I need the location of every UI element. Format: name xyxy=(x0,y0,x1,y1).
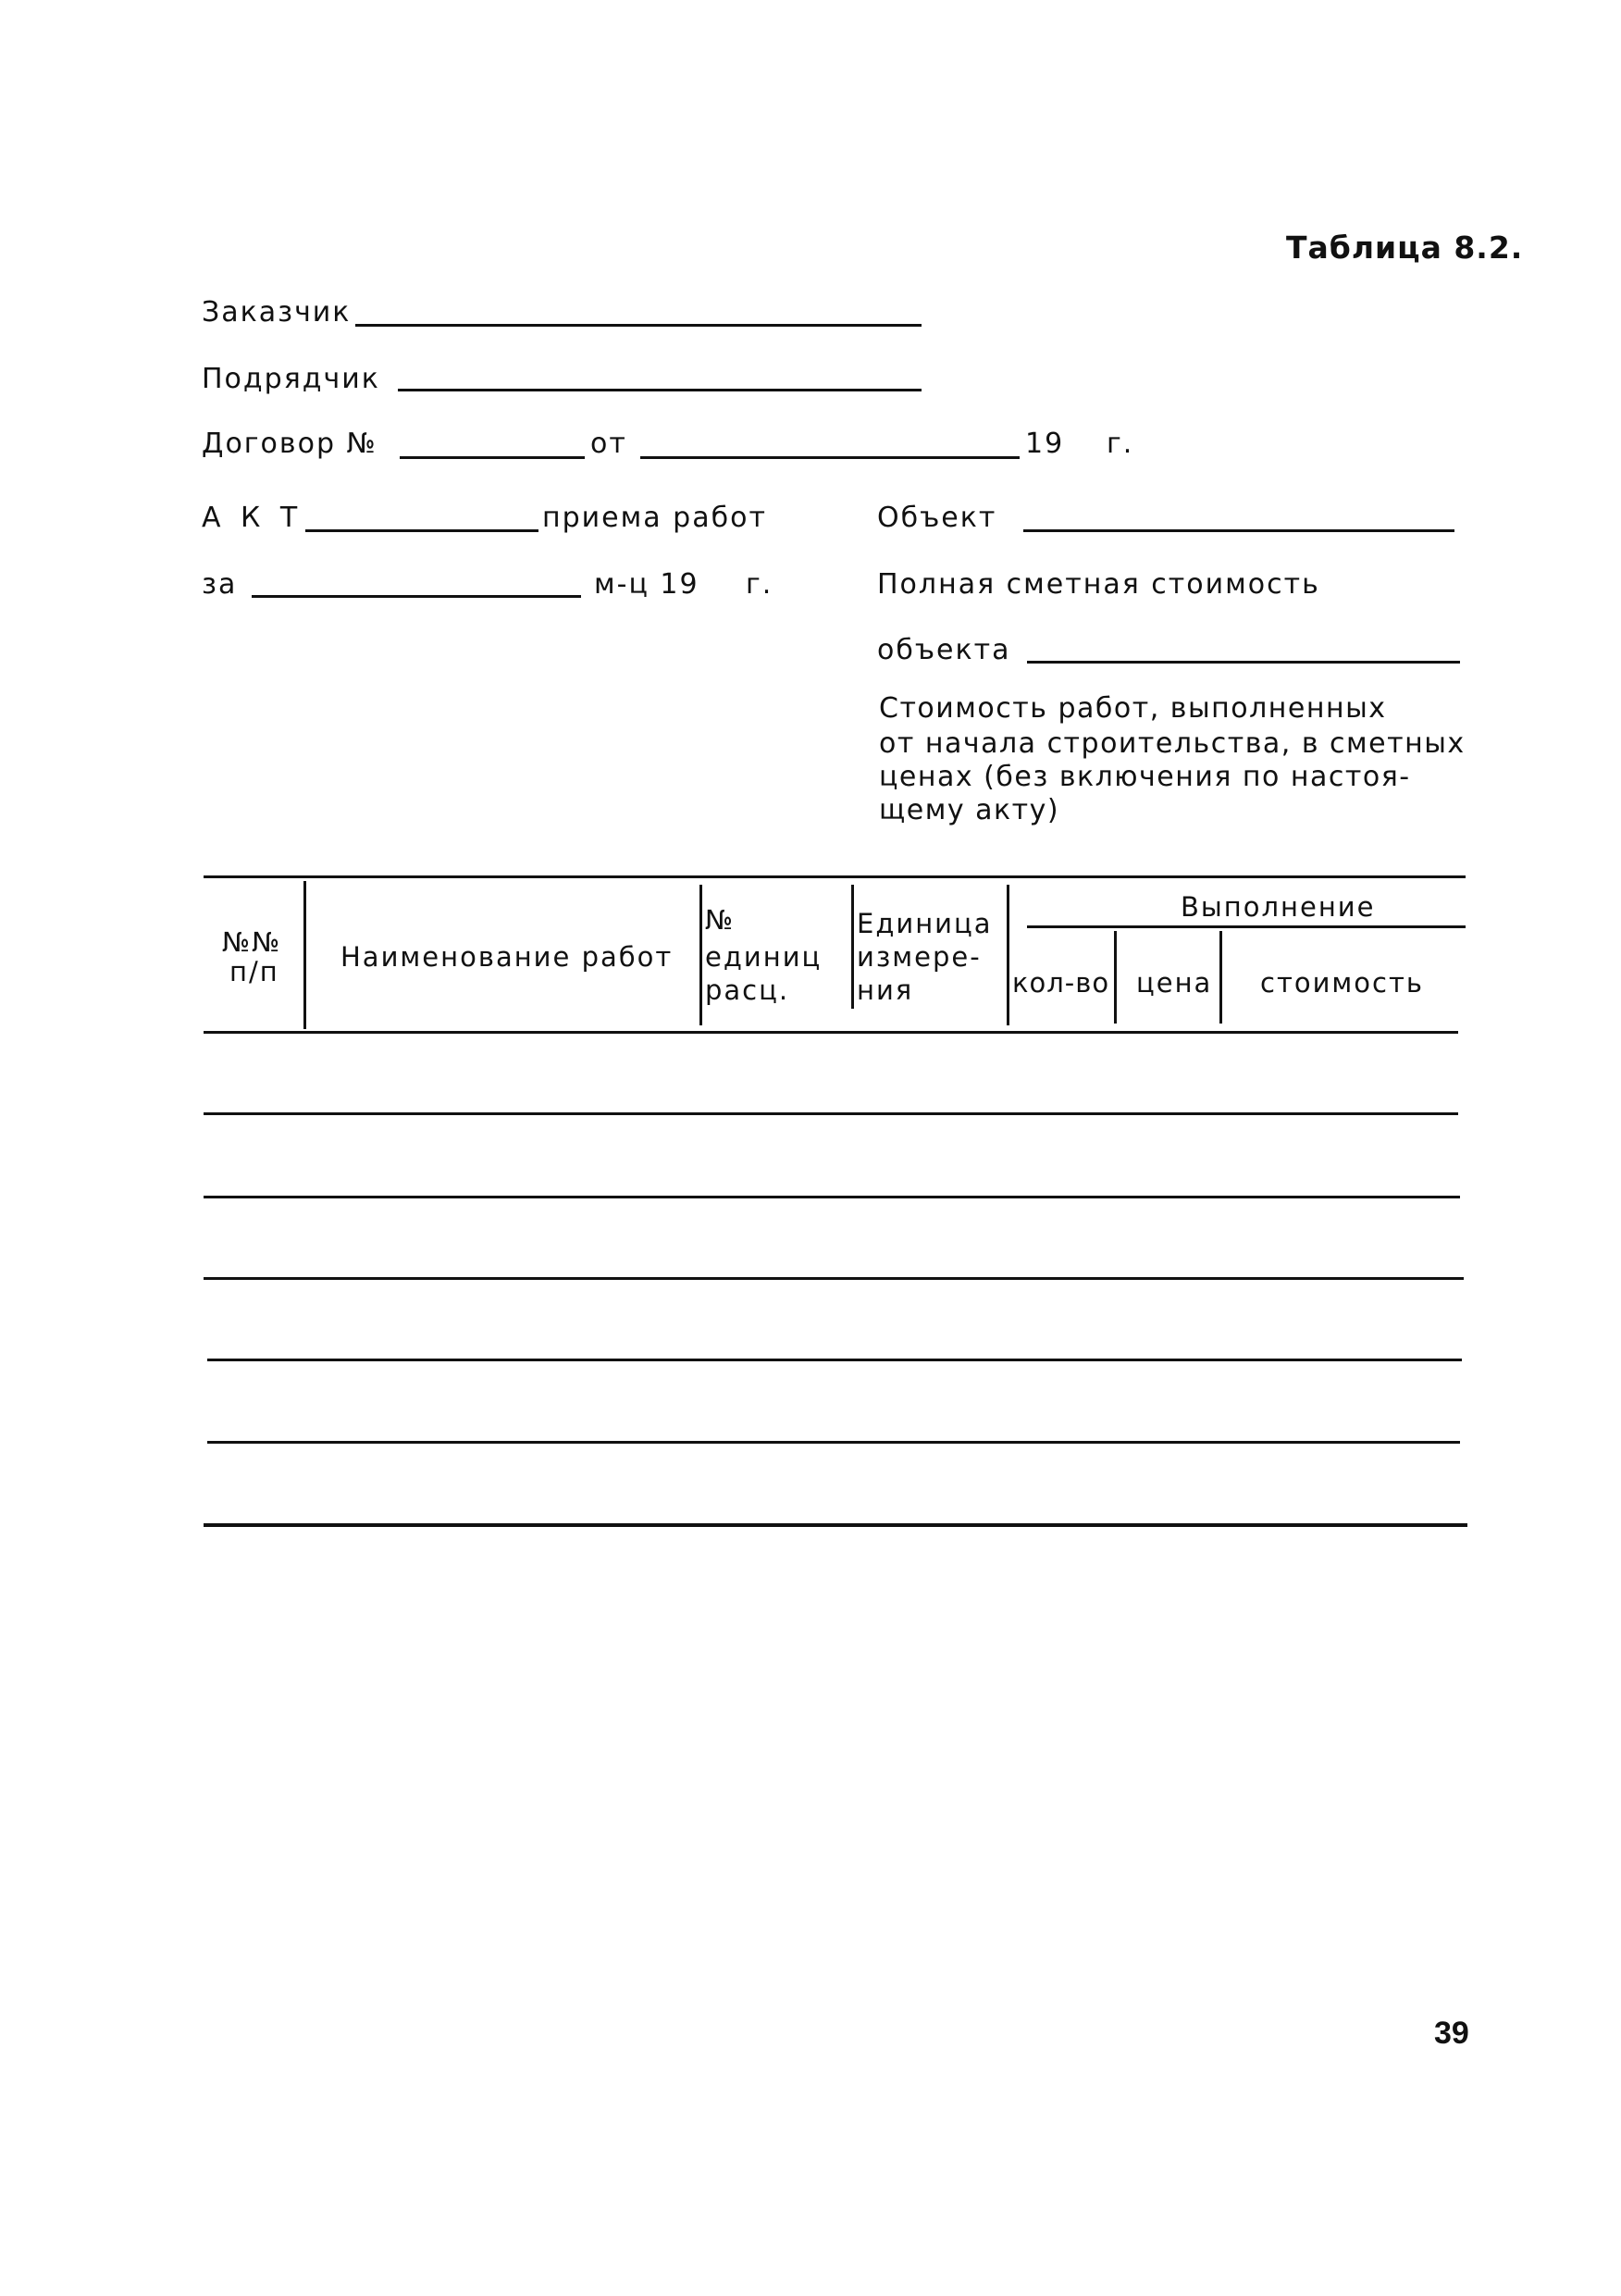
object-line[interactable] xyxy=(1023,529,1454,532)
table-bottom-rule xyxy=(204,1523,1467,1527)
col-divider-1 xyxy=(303,881,306,1029)
act-year-suffix: г. xyxy=(746,568,773,601)
col-rate-line-2: единиц xyxy=(705,941,823,973)
col-divider-4 xyxy=(1007,885,1009,1025)
col-rate-line-1: № xyxy=(705,904,736,936)
contract-date-line[interactable] xyxy=(640,456,1020,459)
cost-done-line-4: щему акту) xyxy=(879,794,1060,826)
contract-from-label: от xyxy=(590,428,627,460)
col-divider-6 xyxy=(1219,931,1222,1024)
full-cost-label: Полная сметная стоимость xyxy=(877,568,1320,601)
col-unit-line-3: ния xyxy=(857,974,914,1006)
table-header-bottom-rule xyxy=(204,1031,1458,1034)
act-no-line[interactable] xyxy=(305,529,538,532)
col-divider-3 xyxy=(851,885,854,1009)
col-name-header: Наименование работ xyxy=(340,941,674,973)
contract-no-line[interactable] xyxy=(400,456,585,459)
col-cost-header: стоимость xyxy=(1260,967,1424,999)
col-qty-header: кол-во xyxy=(1012,967,1110,999)
cost-done-line-2: от начала строительства, в сметных xyxy=(879,727,1466,760)
col-rate-line-3: расц. xyxy=(705,974,790,1006)
act-for-label: за xyxy=(202,568,238,601)
act-month-label: м-ц 19 xyxy=(594,568,699,601)
col-num-line-1: №№ xyxy=(222,926,282,958)
table-title: Таблица 8.2. xyxy=(1286,230,1524,266)
table-row-rule[interactable] xyxy=(204,1112,1458,1115)
col-divider-5 xyxy=(1114,931,1117,1024)
col-divider-2 xyxy=(699,885,702,1025)
col-num-line-2: п/п xyxy=(229,956,279,987)
page-number: 39 xyxy=(1434,2016,1469,2051)
table-top-rule xyxy=(204,875,1466,878)
act-label: А К Т xyxy=(202,502,303,534)
table-row-rule[interactable] xyxy=(204,1196,1460,1198)
full-cost-object-label: объекта xyxy=(877,634,1011,666)
cost-done-line-1: Стоимость работ, выполненных xyxy=(879,692,1387,725)
col-unit-line-1: Единица xyxy=(857,908,993,939)
col-unit-line-2: измере- xyxy=(857,941,982,973)
full-cost-line[interactable] xyxy=(1027,661,1460,664)
table-row-rule[interactable] xyxy=(207,1359,1462,1361)
contract-no-label: Договор № xyxy=(202,428,377,460)
contract-year-suffix: г. xyxy=(1107,428,1134,460)
contractor-line[interactable] xyxy=(398,389,922,391)
customer-label: Заказчик xyxy=(202,296,352,329)
customer-line[interactable] xyxy=(355,324,922,327)
contract-year: 19 xyxy=(1025,428,1065,460)
col-exec-header: Выполнение xyxy=(1181,891,1376,923)
table-row-rule[interactable] xyxy=(207,1441,1460,1444)
act-acceptance-label: приема работ xyxy=(542,502,767,534)
col-price-header: цена xyxy=(1136,967,1213,999)
table-row-rule[interactable] xyxy=(204,1277,1464,1280)
object-label: Объект xyxy=(877,502,997,534)
cost-done-line-3: ценах (без включения по настоя- xyxy=(879,761,1411,793)
exec-subheader-rule xyxy=(1027,925,1466,928)
contractor-label: Подрядчик xyxy=(202,363,380,395)
act-period-line[interactable] xyxy=(252,595,581,598)
